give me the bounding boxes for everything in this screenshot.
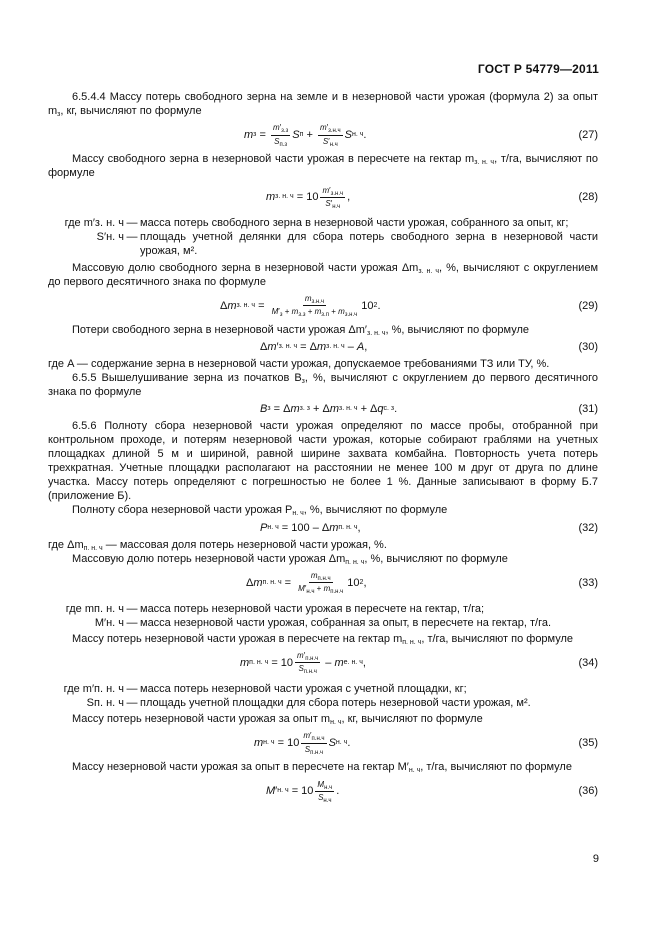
equation-number-31: (31) xyxy=(578,402,598,415)
definitions-28 xyxy=(48,216,598,258)
formula-35: m н. ч = 10 $\frac{m'_{п.н.ч}}{S_{п.н.ч}}$ S н. ч . (35) xyxy=(254,731,598,756)
document-content xyxy=(48,90,598,808)
definition-item: где m′п. н. ч — масса потерь незерновой части урожая с учетной площадки, кг; xyxy=(63,682,467,695)
definitions-34 xyxy=(48,682,598,710)
formula-36: M ′ н. ч = 10 $\frac{M_{н.ч}}{S_{н.ч}}$ . (36) xyxy=(266,779,598,804)
paragraph-mass-losses-hectare: Массу потерь незерновой части урожая в пересчете на гектар $m_{п. н. ч}$, т/га, вычисляют по формуле xyxy=(72,632,574,646)
definition-item: где mп. н. ч — масса потерь незерновой части урожая в пересчете на гектар, т/га; xyxy=(65,602,485,615)
definition-item: Sп. н. ч — площадь учетной площадки для сбора потерь незерновой части урожая, м². xyxy=(86,697,531,710)
equation-number-29: (29) xyxy=(578,299,598,312)
equation-number-33: (33) xyxy=(578,576,598,589)
equation-number-35: (35) xyxy=(578,737,598,750)
equation-number-27: (27) xyxy=(578,129,598,142)
paragraph-mass-nongrain: Массу незерновой части урожая за опыт в пересчете на гектар $M'_{н. ч}$, т/га, вычисляют по формуле xyxy=(72,761,572,775)
formula-27: m з = $\frac{m'_{з.з}}{S_{п.з}}$ S п + $\frac{m'_{з.н.ч}}{S'_{н.ч}}$ S н. ч . (27) xyxy=(244,123,598,148)
paragraph-6-5-5: 6.5.5 Вышелушивание зерна из початков $B_з$, %, вычисляют с округлением до первого десятичного знака по формуле xyxy=(48,371,598,398)
paragraph-6-5-6: 6.5.6 Полноту сбора незерновой части урожая определяют по массе пробы, отобранной при контрольном проходе, и потерям незерновой части урожая, которые собирают граблями на учетных площадках длиной 5 м и шириной, равной ширине захвата комбайна. Повторность учета потерь трехкратная. Учетные площадки располагают на расстоянии не менее 100 м друг от друга по длине участка. Массу потерь определяют с погрешностью не более 1 %. Данные записывают в форму Б.7 (приложение Б). xyxy=(48,420,598,503)
formula-32: P н. ч = 100 – Δ m п. н. ч , (32) xyxy=(260,521,598,534)
equation-number-36: (36) xyxy=(578,785,598,798)
paragraph-losses-free-grain: Потери свободного зерна в незерновой части урожая $\Delta m'_{з. н. ч}$, %, вычисляют по формуле xyxy=(72,323,530,337)
paragraph-6-5-4-4: 6.5.4.4 Массу потерь свободного зерна на земле и в незерновой части урожая (формула 2) за опыт $m_з$, кг, вычисляют по формуле xyxy=(48,91,598,119)
formula-34: m п. н. ч = 10 $\frac{m'_{п.н.ч}}{S_{п.н.ч}}$ – m е. н. ч , (34) xyxy=(240,651,598,676)
paragraph-mass-free-grain: Массу свободного зерна в незерновой части урожая в пересчете на гектар $m_{з. н. ч}$, т/га, вычисляют по формуле xyxy=(48,153,598,180)
paragraph-definition-dm: где $\Delta m_{п. н. ч}$ — массовая доля потерь незерновой части урожая, %. xyxy=(48,538,387,552)
paragraph-completeness: Полноту сбора незерновой части урожая $P_{н. ч}$, %, вычисляют по формуле xyxy=(72,504,448,518)
equation-number-30: (30) xyxy=(578,340,598,353)
paragraph-mass-fraction-losses: Массовую долю потерь незерновой части урожая $\Delta m_{п. н. ч}$, %, вычисляют по формуле xyxy=(72,552,508,566)
paragraph-definition-a: где A — содержание зерна в незерновой части урожая, допускаемое требованиями ТЗ или ТУ, %. xyxy=(48,357,550,370)
paragraph-mass-fraction: Массовую долю свободного зерна в незерновой части урожая $\Delta m_{з. н. ч}$, %, вычисляют с округлением до первого десятичного знака по формуле xyxy=(48,261,599,288)
formula-29: Δ m з. н. ч = $\frac{m_{з.н.ч}}{M'_з + m_{з.з} + m_{з.п} + m_{з.н.ч}}$ 10 2 . (29) xyxy=(220,293,598,319)
formula-31: B з = Δ m з. з + Δ m з. н. ч + Δ q с. з . (31) xyxy=(260,402,598,415)
formula-30: Δ m ′ з. н. ч = Δ m з. н. ч – A , (30) xyxy=(260,340,598,353)
equation-number-28: (28) xyxy=(578,191,598,204)
page-number: 9 xyxy=(592,852,599,865)
definitions-33 xyxy=(48,602,598,630)
definition-item: где m′з. н. ч — масса потерь свободного зерна в незерновой части урожая, собранного за опыт, кг; xyxy=(64,217,569,230)
definition-item: S′н. ч — площадь учетной делянки для сбора потерь свободного зерна в незерновой части урожая, м². xyxy=(96,231,598,258)
formula-28: m з. н. ч = 10 $\frac{m'_{з.н.ч}}{S'_{н.ч}}$ , (28) xyxy=(266,185,598,210)
definition-item: M′н. ч — масса незерновой части урожая, собранная за опыт, в пересчете на гектар, т/га. xyxy=(94,616,552,629)
equation-number-32: (32) xyxy=(578,521,598,534)
document-header: ГОСТ Р 54779—2011 xyxy=(477,62,599,76)
equation-number-34: (34) xyxy=(578,656,598,669)
paragraph-mass-losses-experiment: Массу потерь незерновой части урожая за опыт $m_{н. ч}$, кг, вычисляют по формуле xyxy=(72,713,483,727)
formula-33: Δ m п. н. ч = $\frac{m_{п.н.ч}}{M'_{н.ч} + m_{п.н.ч}}$ 10 2 , (33) xyxy=(246,570,598,596)
